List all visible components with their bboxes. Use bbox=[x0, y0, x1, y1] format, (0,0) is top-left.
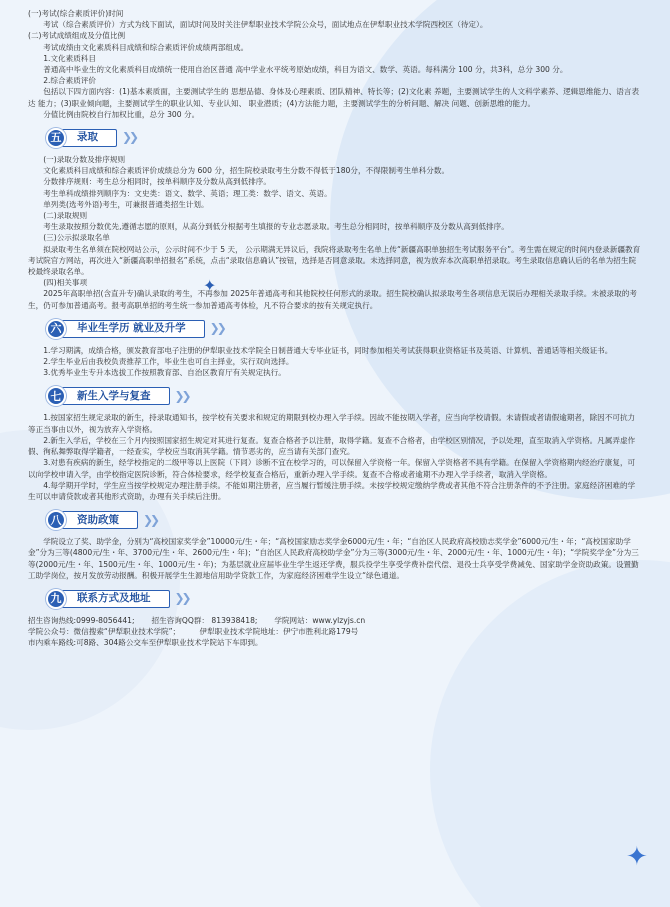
paragraph: 2025年高职单招(含直升专)确认录取的考生，不再参加 2025年普通高考和其他院校任何形式的录取。招生院校确认拟录取考生各项信息无误后办理相关录取手续。未被录取的考生，仍可参加普通高考。报考高职单招的考生统一参加普通高考体检，凡不符合要求的按有关规定执行。 bbox=[28, 289, 637, 310]
chevron-right-icon: ❯❯ bbox=[143, 512, 158, 527]
contact-line bbox=[28, 626, 642, 637]
paragraph: 包括以下四方面内容：(1)基本素质面，主要测试学生的 思想品德、身体及心理素质、团队精神、特长等；(2)文化素 养题，主要测试学生的人文科学素养、逻辑思维能力、语言表达 能力；(3)职业倾向题，主要测试学生的职业认知、专业认知、 职业潜质；(4)方法能力题，主要测试学生的分析问题、解决 问题、创新思维的能力。 bbox=[28, 87, 640, 108]
paragraph: 分数排序规则：考生总分相同时，按单科顺序及分数从高到低排序。 bbox=[43, 177, 271, 187]
subheading: 1.文化素质科目 bbox=[43, 53, 96, 63]
paragraph: 分值比例由院校自行加权比重，总分 300 分。 bbox=[43, 109, 200, 119]
section-header-contact bbox=[46, 588, 642, 610]
school-address: 伊犁职业技术学院地址：伊宁市胜利北路179号 bbox=[199, 627, 359, 637]
sparkle-icon: ✦ bbox=[626, 842, 648, 872]
section-title: 资助政策 bbox=[60, 511, 138, 529]
section-number-badge: 七 bbox=[46, 386, 66, 406]
section-header-graduation bbox=[46, 318, 642, 340]
section-header-financial-aid bbox=[46, 509, 642, 531]
section-number-badge: 六 bbox=[46, 319, 66, 339]
subheading: (四)相关事项 bbox=[43, 278, 88, 288]
paragraph: 3.优秀毕业生专升本选拔工作按照教育部、自治区教育厅有关规定执行。 bbox=[43, 368, 286, 378]
subheading: (一)考试(综合素质评价)时间 bbox=[28, 9, 124, 18]
bus-route: 市内乘车路线:可8路、304路公交车至伊犁职业技术学院站下车即到。 bbox=[28, 638, 263, 648]
section-financial-aid bbox=[28, 536, 642, 581]
paragraph: 考生录取按照分数优先,遵循志愿的原则，从高分到低分根据考生填报的专业志愿录取。考生总分相同时，按单科顺序及分数从高到低排序。 bbox=[43, 222, 509, 232]
subheading: (一)录取分数及排序规则 bbox=[43, 155, 126, 165]
sparkle-icon: ✦ bbox=[203, 276, 217, 295]
paragraph: 普通高中毕业生的文化素质科目成绩统一使用自治区普通 高中学业水平统考原始成绩，科目为语文、数学、英语。每科满分 100 分，共3科，总分 300 分。 bbox=[43, 65, 568, 75]
section-enrollment bbox=[28, 412, 642, 502]
paragraph: 1.学习期满，成绩合格，颁发教育部电子注册的伊犁职业技术学院全日制普通大专毕业证书，同时参加相关考试获得职业资格证书及英语、计算机、普通话等相关级证书。 bbox=[43, 345, 613, 355]
section-number-badge: 八 bbox=[46, 510, 66, 530]
contact-line bbox=[28, 615, 642, 626]
chevron-right-icon: ❯❯ bbox=[209, 321, 224, 336]
paragraph: 学院设立了奖、助学金，分别为“高校国家奖学金”10000元/生・年；“高校国家励志奖学金6000元/生・年；“自治区人民政府高校励志奖学金”6000元/生・年；“高校国家助学金”分为三等(4800元/生・年、3700元/生・年、2600元/生・年)；“自治区人民政府高校助学金”分为三等(3000元/生・年、2000元/生・年、1000元/生・年)；“学院奖学金”分为三等(2000元/生・年、1500元/生・年、1000元/生・年)；为基层就业应届毕业生学生返还学费，服兵役学生享受学费补偿代偿、退役士兵享受学费减免、国家助学金资助政策。设置勤工助学岗位，按月发放劳动报酬。积极开展学生生源地信用助学贷款工作，为家庭经济困难学生设立“绿色通道。 bbox=[28, 537, 639, 580]
section-number-badge: 五 bbox=[46, 128, 66, 148]
paragraph: 考生单科成绩排列顺序为：文史类：语文、数学、英语；理工类：数学、语文、英语。 bbox=[43, 188, 332, 198]
subheading: 2.综合素质评价 bbox=[43, 76, 96, 86]
subheading: (二)考试成绩组成及分值比例 bbox=[28, 31, 126, 41]
subheading: (二)录取规则 bbox=[43, 211, 88, 221]
paragraph: 4.每学期开学时，学生应当按学校规定办理注册手续。不能如期注册者，应当履行暂缓注册手续。未按学校规定缴纳学费或者其他不符合注册条件的不予注册。家庭经济困难的学生可以申请贷款或者其他形式资助，办理有关手续后注册。 bbox=[28, 480, 636, 501]
phone-hotline: 招生咨询热线:0999-8056441; bbox=[28, 615, 135, 625]
section-title: 新生入学与复查 bbox=[60, 387, 170, 405]
paragraph: 2.新生入学后，学校在三个月内按照国家招生规定对其进行复查。复查合格者予以注册，取得学籍。复查不合格者，由学校区别情况，予以处理，直至取消入学资格。凡属弄虚作假、徇私舞弊取得学籍者，一经查实，学校应当取消其学籍。情节恶劣的，应当请有关部门查究。 bbox=[28, 435, 636, 457]
paragraph: 1.按国家招生规定录取的新生，持录取通知书，按学校有关要求和规定的期限到校办理入学手续。因故不能按期入学者，应当向学校请假。未请假或者请假逾期者，除因不可抗力等正当事由以外，视为放弃入学资格。 bbox=[28, 413, 636, 434]
section-title: 毕业生学历 就业及升学 bbox=[60, 320, 205, 338]
paragraph: 拟录取考生名单须在院校网站公示，公示时间不少于 5 天， 公示期满无异议后，我院将录取考生名单上传“新疆高职单独招生考试服务平台”。考生需在规定的时间内登录新疆教育考试院官方网站，再次进入“新疆高职单招报名”系统，点击“录取信息确认”按钮，选择是否同意录取。未选择同意，视为放弃本次高职单招录取。考生录取信息确认后的名单为招生院校最终录取名单。 bbox=[28, 244, 641, 277]
section-graduation bbox=[28, 345, 642, 379]
chevron-right-icon: ❯❯ bbox=[174, 388, 189, 403]
section-exam bbox=[28, 8, 642, 120]
paragraph: 文化素质科目成绩和综合素质评价成绩总分为 600 分，招生院校录取考生分数不得低于180分，不得限制考生单科分数。 bbox=[43, 166, 450, 176]
qq-group: 招生咨询QQ群： 813938418; bbox=[151, 615, 258, 625]
website-link[interactable]: 学院网站：www.ylzyjs.cn bbox=[274, 615, 366, 625]
paragraph: 考试（综合素质评价）方式为线下面试，面试时间及时关注伊犁职业技术学院公众号，面试地点在伊犁职业技术学院西校区（待定）。 bbox=[43, 20, 488, 30]
wechat-account: 学院公众号：微信搜索“伊犁职业技术学院”； bbox=[28, 627, 181, 637]
paragraph: 考试成绩由文化素质科目成绩和综合素质评价成绩两部组成。 bbox=[43, 42, 249, 52]
section-admission bbox=[28, 154, 642, 311]
section-title: 联系方式及地址 bbox=[60, 590, 170, 608]
section-title: 录取 bbox=[60, 129, 117, 147]
subheading: (三)公示拟录取名单 bbox=[43, 233, 110, 243]
section-contact bbox=[28, 615, 642, 649]
paragraph: 3.对患有疾病的新生，经学校指定的二级甲等以上医院（下同）诊断不宜在校学习的，可以保留入学资格一年。保留入学资格者不具有学籍。在保留入学资格期内经治疗康复，可以向学校申请入学，由学校指定医院诊断，符合体检要求，经学校复查合格后，重新办理入学手续。复查不合格或者逾期不办理入学手续者，取消入学资格。 bbox=[28, 458, 636, 479]
section-number-badge: 九 bbox=[46, 589, 66, 609]
chevron-right-icon: ❯❯ bbox=[174, 591, 189, 606]
paragraph: 2.学生毕业后由我校负责推荐工作，毕业生也可自主择业，实行双向选择。 bbox=[43, 357, 294, 367]
section-header-enrollment bbox=[46, 385, 642, 407]
chevron-right-icon: ❯❯ bbox=[122, 130, 137, 145]
document-page bbox=[28, 8, 642, 649]
paragraph: 单列类(选考外语)考生，可兼报普通类招生计划。 bbox=[43, 199, 209, 209]
section-header-admission bbox=[46, 127, 642, 149]
